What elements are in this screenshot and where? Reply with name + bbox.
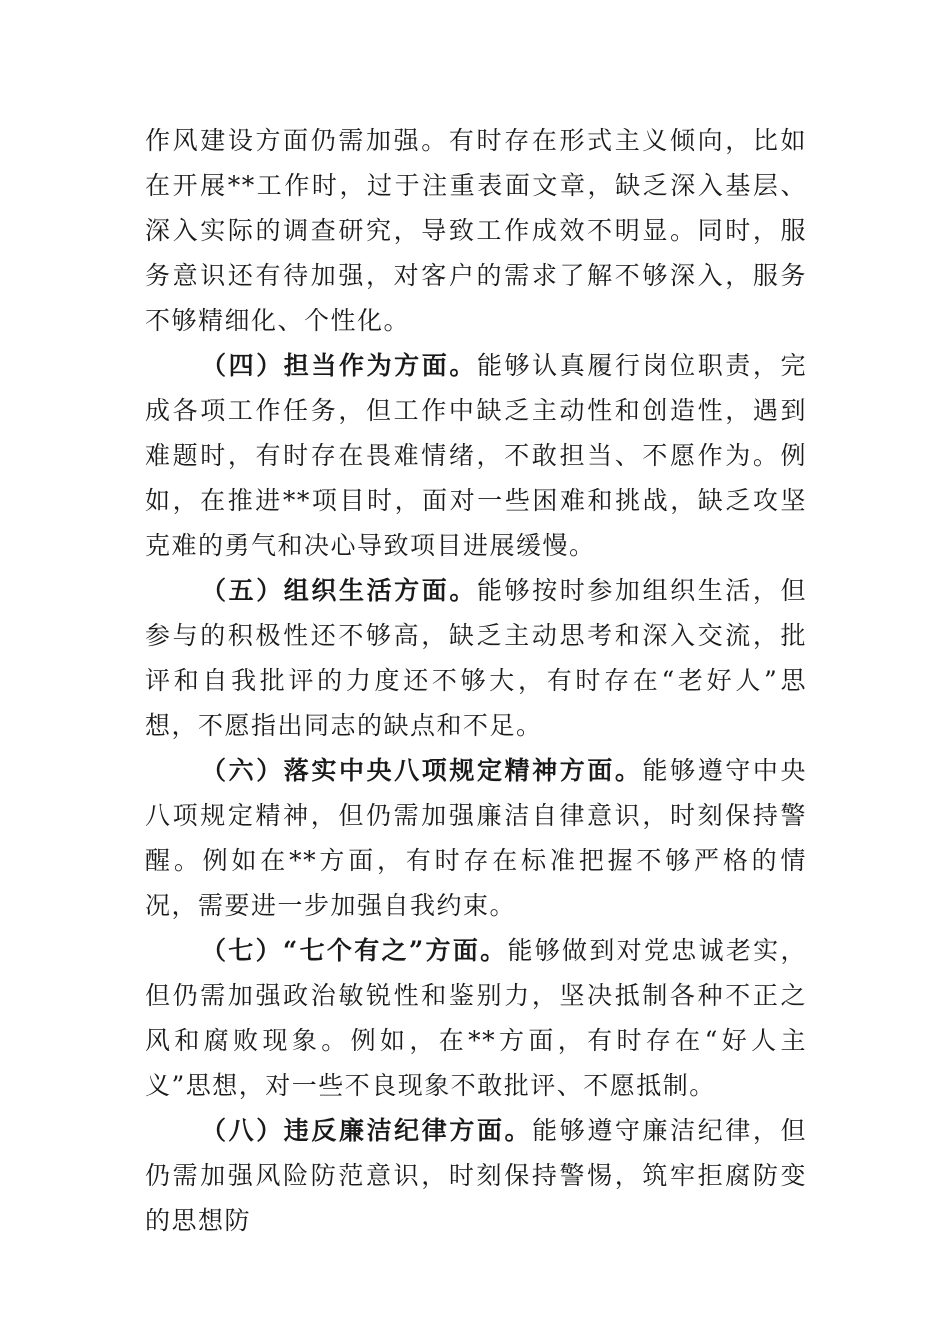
paragraph-heading: （五）组织生活方面。: [201, 576, 477, 605]
paragraph-eight-regulations: [145, 748, 807, 928]
paragraph-heading: （八）违反廉洁纪律方面。: [201, 1116, 533, 1145]
paragraph-body: 能够做到对党忠诚老实，但仍需加强政治敏锐性和鉴别力，坚决抵制各种不正之风和腐败现象。例如，在**方面，有时存在“好人主义”思想，对一些不良现象不敢批评、不愿抵制。: [145, 936, 807, 1100]
paragraph-seven-existences: [145, 928, 807, 1108]
paragraph-body: 能够按时参加组织生活，但参与的积极性还不够高，缺乏主动思考和深入交流，批评和自我批评的力度还不够大，有时存在“老好人”思想，不愿指出同志的缺点和不足。: [145, 576, 807, 740]
paragraph-heading: （七）“七个有之”方面。: [201, 936, 508, 965]
paragraph-body: 能够遵守廉洁纪律，但仍需加强风险防范意识，时刻保持警惕，筑牢拒腐防变的思想防: [145, 1116, 807, 1235]
paragraph-organization-life: [145, 568, 807, 748]
paragraph-heading: （四）担当作为方面。: [201, 351, 477, 380]
paragraph-heading: （六）落实中央八项规定精神方面。: [201, 756, 643, 785]
paragraph-integrity-discipline: [145, 1108, 807, 1243]
paragraph-body: 作风建设方面仍需加强。有时存在形式主义倾向，比如在开展**工作时，过于注重表面文章，缺乏深入基层、深入实际的调查研究，导致工作成效不明显。同时，服务意识还有待加强，对客户的需求了解不够深入，服务不够精细化、个性化。: [145, 126, 807, 335]
paragraph-responsibility: [145, 343, 807, 568]
paragraph-body: 能够遵守中央八项规定精神，但仍需加强廉洁自律意识，时刻保持警醒。例如在**方面，有时存在标准把握不够严格的情况，需要进一步加强自我约束。: [145, 756, 807, 920]
document-body: [145, 118, 807, 1243]
paragraph-body: 能够认真履行岗位职责，完成各项工作任务，但工作中缺乏主动性和创造性，遇到难题时，有时存在畏难情绪，不敢担当、不愿作为。例如，在推进**项目时，面对一些困难和挑战，缺乏攻坚克难的勇气和决心导致项目进展缓慢。: [145, 351, 807, 560]
paragraph-work-style-continued: [145, 118, 807, 343]
